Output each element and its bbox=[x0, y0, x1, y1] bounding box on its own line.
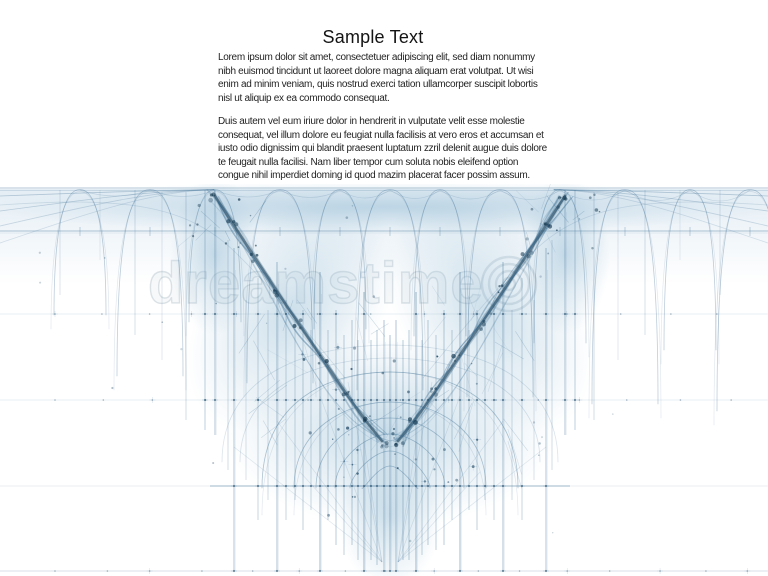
paragraph-line: nibh euismod tincidunt ut laoreet dolore magna aliquam erat volutpat. Ut wisi bbox=[218, 65, 534, 77]
paragraph-line: te feugait nulla facilisi. Nam liber tempor cum soluta nobis eleifend option bbox=[218, 156, 519, 168]
body-paragraph bbox=[218, 115, 547, 183]
paragraph-line: congue nihil imperdiet doming id quod mazim placerat facer possim assum. bbox=[218, 170, 530, 182]
paragraph-line: nisl ut aliquip ex ea commodo consequat. bbox=[218, 92, 390, 104]
paragraph-line: Duis autem vel eum iriure dolor in hendrerit in vulputate velit esse molestie bbox=[218, 116, 525, 127]
body-paragraph bbox=[218, 51, 538, 105]
paragraph-line: Lorem ipsum dolor sit amet, consectetuer adipiscing elit, sed diam nonummy bbox=[218, 52, 535, 63]
paragraph-line: iusto odio dignissim qui blandit praesent luptatum zzril delenit augue duis dolore bbox=[218, 143, 547, 155]
fractal-artwork bbox=[0, 184, 768, 576]
paragraph-line: consequat, vel illum dolore eu feugiat nulla facilisis at vero eros et accumsan et bbox=[218, 129, 544, 141]
paragraph-line: enim ad minim veniam, quis nostrud exerci tation ullamcorper suscipit lobortis bbox=[218, 79, 538, 91]
page-title: Sample Text bbox=[322, 27, 424, 47]
